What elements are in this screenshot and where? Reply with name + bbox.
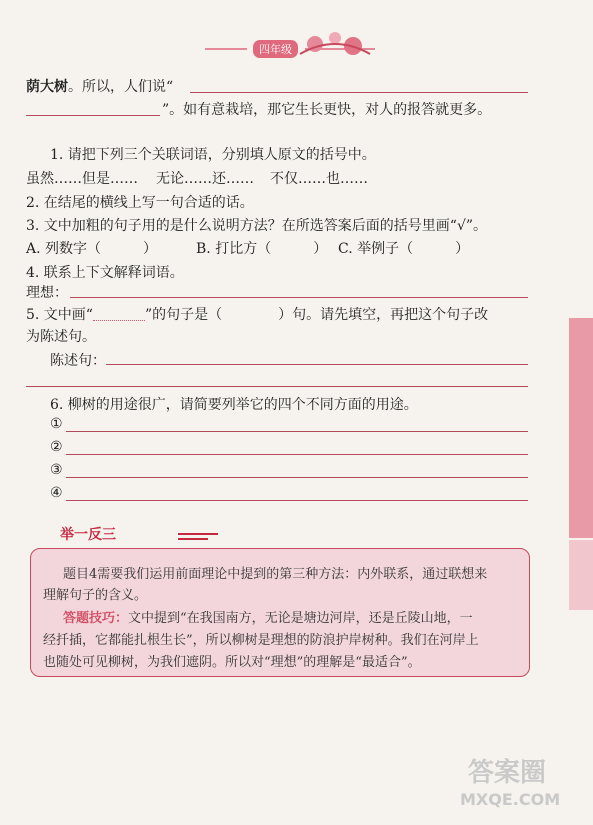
tip-line-2: 理解句子的含义。 [43, 588, 148, 603]
question-6: 6. 柳树的用途很广，请简要列举它的四个不同方面的用途。 [50, 397, 418, 413]
answer-line-q5-2[interactable] [26, 386, 528, 387]
answer-line-q6-1[interactable] [66, 431, 528, 432]
answer-line-q6-3[interactable] [66, 477, 528, 478]
q1-word-2: 无论……还…… [156, 171, 254, 187]
tip-line-3-text: 文中提到“在我国南方，无论是塘边河岸，还是丘陵山地，一 [128, 611, 473, 626]
watermark-url: MXQE.COM [460, 790, 561, 809]
intro-line-2: ”。如有意栽培，那它生长更快，对人的报答就更多。 [162, 102, 492, 118]
section-char-2: 一 [74, 527, 88, 543]
q6-mark-1: ① [50, 416, 63, 432]
tip-line-5: 也随处可见柳树，为我们遮阴。所以对“理想”的理解是“最适合”。 [43, 655, 421, 670]
section-bar [178, 533, 218, 535]
intro-text: 。所以，人们说“ [68, 79, 174, 95]
q3-option-b[interactable] [196, 238, 327, 258]
q1-word-3: 不仅……也…… [270, 171, 368, 187]
tip-line-1: 题目4需要我们运用前面理论中提到的第三种方法：内外联系，通过联想来 [63, 567, 488, 582]
intro-line-1 [26, 76, 173, 96]
banner-rule-left [205, 48, 247, 50]
question-1: 1. 请把下列三个关联词语，分别填人原文的括号中。 [50, 147, 376, 163]
wavy-underline [93, 310, 145, 321]
q5-part-a: 5. 文中画“ [26, 307, 93, 323]
q1-word-1: 虽然……但是…… [26, 171, 138, 187]
q3-option-c[interactable] [338, 238, 469, 258]
q5-part-b: ”的句子是（ [144, 307, 223, 323]
grade-label: 四年级 [253, 40, 298, 58]
section-char-4: 三 [102, 527, 116, 543]
answer-line-intro-1[interactable] [190, 92, 528, 93]
answer-line-q6-2[interactable] [66, 454, 528, 455]
watermark-logo: 答案圈 [468, 758, 547, 788]
tip-line-3 [63, 607, 473, 626]
option-c-label: C. 举例子（ [338, 241, 414, 257]
close-paren: ） [313, 241, 328, 257]
option-b-label: B. 打比方（ [196, 241, 272, 257]
close-paren: ） [143, 241, 158, 257]
q6-mark-3: ③ [50, 462, 63, 478]
tip-line-4: 经扦插，它都能扎根生长”，所以柳树是理想的防浪护岸树种。我们在河岸上 [43, 633, 479, 648]
question-2: 2. 在结尾的横线上写一句合适的话。 [26, 195, 254, 211]
answer-line-intro-2[interactable] [26, 115, 160, 116]
close-paren: ） [455, 241, 470, 257]
q4-term: 理想： [26, 285, 68, 301]
option-a-label: A. 列数字（ [26, 241, 102, 257]
tip-box [30, 548, 530, 677]
flower-decoration-icon [295, 24, 375, 64]
edge-tab [569, 318, 593, 538]
question-3: 3. 文中加粗的句子用的是什么说明方法？在所选答案后面的括号里画“√”。 [26, 218, 488, 234]
answer-line-q6-4[interactable] [66, 500, 528, 501]
section-char-3: 反 [88, 527, 102, 543]
bold-phrase: 荫大树 [26, 79, 68, 95]
section-char-1: 举 [60, 527, 74, 543]
question-5 [26, 304, 488, 324]
q6-mark-4: ④ [50, 485, 63, 501]
q5-label: 陈述句： [50, 353, 106, 369]
q5-line-2: 为陈述句。 [26, 329, 96, 345]
section-bar-2 [178, 538, 208, 540]
q6-mark-2: ② [50, 439, 63, 455]
section-heading [60, 524, 116, 544]
answer-line-q5-1[interactable] [106, 364, 528, 365]
tip-title: 答题技巧： [63, 611, 129, 626]
answer-line-q4[interactable] [70, 297, 528, 298]
edge-tab-light [569, 540, 593, 610]
q5-part-c: ）句。请先填空，再把这个句子改 [278, 307, 489, 323]
question-4: 4. 联系上下文解释词语。 [26, 265, 184, 281]
q3-option-a[interactable] [26, 238, 157, 258]
